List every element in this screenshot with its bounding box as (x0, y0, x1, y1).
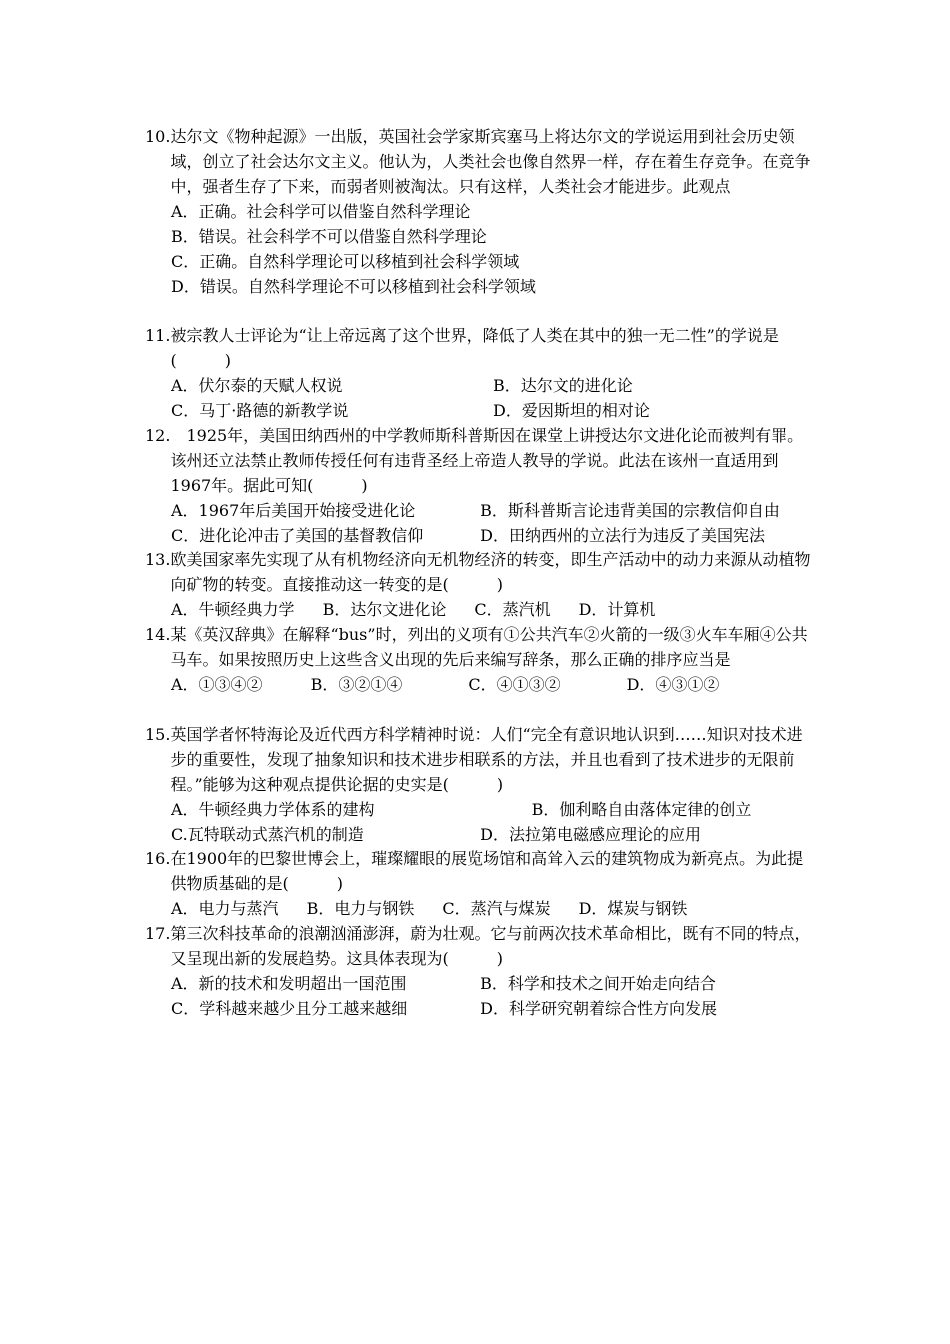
option-row (145, 896, 815, 921)
question-number: 10. (145, 127, 171, 146)
question-stem: 第三次科技革命的浪潮汹涌澎湃，蔚为壮观。它与前两次技术革命相比，既有不同的特点，又呈现出新的发展趋势。这具体表现为( ) (170, 924, 811, 968)
option-c: C．蒸汽与煤炭 (442, 899, 551, 918)
option-a: A．新的技术和发明超出一国范围 (171, 974, 407, 993)
question-number: 16. (145, 849, 171, 868)
option-row (145, 822, 815, 847)
question-stem: 在1900年的巴黎世博会上，璀璨耀眼的展览场馆和高耸入云的建筑物成为新亮点。为此提供物质基础的是( ) (170, 849, 804, 893)
question-10 (145, 124, 815, 299)
option-a: A．1967年后美国开始接受进化论 (171, 501, 416, 520)
option-c: C．④①③② (468, 675, 561, 694)
option-row (145, 373, 815, 398)
option-a: A．牛顿经典力学体系的建构 (171, 800, 375, 819)
option-row (145, 797, 815, 822)
question-number: 12. (145, 426, 171, 445)
question-12 (145, 423, 815, 548)
option-b: B．科学和技术之间开始走向结合 (480, 974, 716, 993)
option-c: C．马丁·路德的新教学说 (171, 401, 349, 420)
question-17 (145, 921, 815, 1021)
question-number: 11. (145, 326, 171, 345)
option-row (145, 996, 815, 1021)
question-13 (145, 547, 815, 622)
option-a: A．①③④② (171, 675, 263, 694)
option-row (145, 597, 815, 622)
option-d: D．田纳西州的立法行为违反了美国宪法 (480, 526, 765, 545)
option-d: D．煤炭与钢铁 (578, 899, 688, 918)
option-c: C．学科越来越少且分工越来越细 (171, 999, 408, 1018)
question-stem: 被宗教人士评论为“让上帝远离了这个世界，降低了人类在其中的独一无二性”的学说是( ) (170, 326, 779, 370)
option-row (145, 274, 815, 299)
option-row (145, 498, 815, 523)
option-b: B．错误。社会科学不可以借鉴自然科学理论 (171, 227, 487, 246)
question-11 (145, 323, 815, 423)
question-14 (145, 622, 815, 697)
option-row (145, 199, 815, 224)
option-b: B．电力与钢铁 (306, 899, 415, 918)
option-d: D．计算机 (578, 600, 656, 619)
option-row (145, 672, 815, 697)
option-row (145, 249, 815, 274)
option-c: C．蒸汽机 (474, 600, 551, 619)
question-stem: 欧美国家率先实现了从有机物经济向无机物经济的转变，即生产活动中的动力来源从动植物向矿物的转变。直接推动这一转变的是( ) (170, 550, 811, 594)
option-d: D．爱因斯坦的相对论 (493, 401, 650, 420)
question-number: 13. (145, 550, 171, 569)
question-stem: 1925年，美国田纳西州的中学教师斯科普斯因在课堂上讲授达尔文进化论而被判有罪。该州还立法禁止教师传授任何有违背圣经上帝造人教导的学说。此法在该州一直适用到1967年。据此可知( ) (170, 426, 804, 495)
option-a: A．伏尔泰的天赋人权说 (171, 376, 343, 395)
question-stem: 某《英汉辞典》在解释“bus”时，列出的义项有①公共汽车②火箭的一级③火车车厢④公共马车。如果按照历史上这些含义出现的先后来编写辞条，那么正确的排序应当是 (170, 625, 808, 669)
option-b: B．伽利略自由落体定律的创立 (531, 800, 752, 819)
question-number: 14. (145, 625, 171, 644)
option-a: A．正确。社会科学可以借鉴自然科学理论 (171, 202, 471, 221)
option-b: B．达尔文进化论 (322, 600, 447, 619)
option-row (145, 398, 815, 423)
option-a: A．电力与蒸汽 (171, 899, 279, 918)
question-stem: 英国学者怀特海论及近代西方科学精神时说：人们“完全有意识地认识到……知识对技术进步的重要性，发现了抽象知识和技术进步相联系的方法，并且也看到了技术进步的无限前程。”能够为这种观点提供论据的史实是( ) (170, 725, 803, 794)
question-15 (145, 722, 815, 847)
option-row (145, 224, 815, 249)
option-b: B．斯科普斯言论违背美国的宗教信仰自由 (480, 501, 780, 520)
question-number: 17. (145, 924, 171, 943)
question-16 (145, 846, 815, 921)
option-d: D．法拉第电磁感应理论的应用 (480, 825, 701, 844)
option-row (145, 971, 815, 996)
question-number: 15. (145, 725, 171, 744)
option-a: A．牛顿经典力学 (171, 600, 295, 619)
question-stem: 达尔文《物种起源》一出版，英国社会学家斯宾塞马上将达尔文的学说运用到社会历史领域，创立了社会达尔文主义。他认为，人类社会也像自然界一样，存在着生存竞争。在竞争中，强者生存了下来，而弱者则被淘汰。只有这样，人类社会才能进步。此观点 (170, 127, 811, 196)
option-c: C．进化论冲击了美国的基督教信仰 (171, 526, 424, 545)
option-d: D．错误。自然科学理论不可以移植到社会科学领域 (171, 277, 536, 296)
option-c: C.瓦特联动式蒸汽机的制造 (171, 825, 364, 844)
option-row (145, 523, 815, 548)
option-d: D．科学研究朝着综合性方向发展 (480, 999, 717, 1018)
option-b: B．③②①④ (310, 675, 403, 694)
option-d: D．④③①② (626, 675, 720, 694)
option-b: B．达尔文的进化论 (493, 376, 633, 395)
option-c: C．正确。自然科学理论可以移植到社会科学领域 (171, 252, 520, 271)
